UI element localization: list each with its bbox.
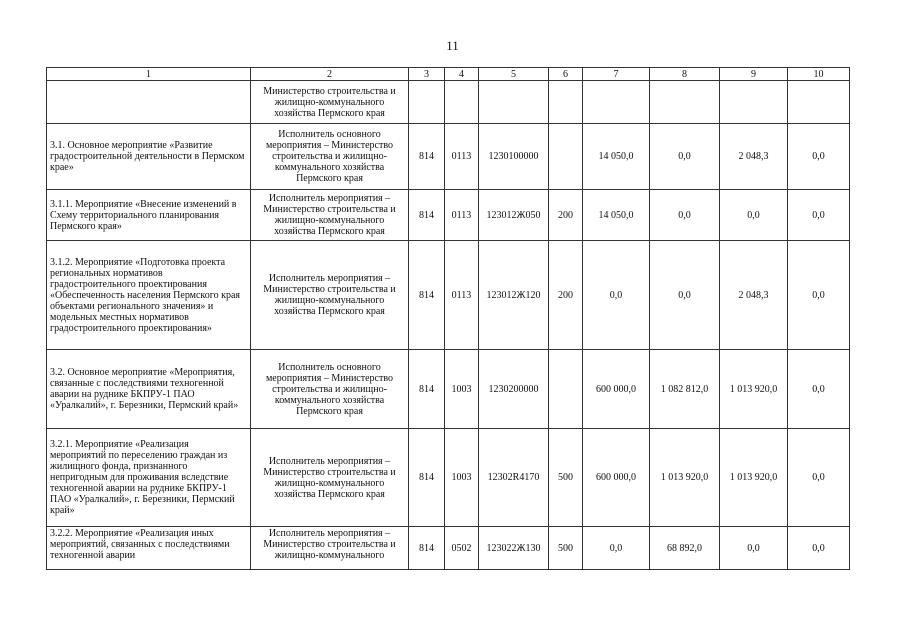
amount-cell: 1 082 812,0: [650, 350, 720, 429]
amount-cell: 600 000,0: [583, 429, 650, 527]
gr-code-cell: 814: [409, 527, 445, 570]
gr-code-cell: 814: [409, 124, 445, 190]
amount-cell: 14 050,0: [583, 190, 650, 241]
expense-type-cell: 200: [549, 241, 583, 350]
executor-cell: Исполнитель мероприятия – Министерство строительства и жилищно-коммунального хозяйства Пермского края: [251, 429, 409, 527]
executor-cell: Министерство строительства и жилищно-коммунального хозяйства Пермского края: [251, 81, 409, 124]
expense-type-cell: 500: [549, 527, 583, 570]
amount-cell: 0,0: [788, 350, 850, 429]
gr-code-cell: 814: [409, 241, 445, 350]
activity-name-cell: 3.1.1. Мероприятие «Внесение изменений в Схему территориального планирования Пермского края»: [47, 190, 251, 241]
table-row: [47, 190, 850, 241]
amount-cell: [583, 81, 650, 124]
activity-name-cell: 3.2.1. Мероприятие «Реализация мероприятий по переселению граждан из жилищного фонда, признанного непригодным для проживания вследствие техногенной аварии на руднике БКПРУ-1 ПАО «Уралкалий», г. Березники, Пермский край»: [47, 429, 251, 527]
section-code-cell: 0502: [445, 527, 479, 570]
amount-cell: 0,0: [788, 241, 850, 350]
table-row: [47, 527, 850, 570]
section-code-cell: 0113: [445, 190, 479, 241]
amount-cell: 2 048,3: [720, 241, 788, 350]
amount-cell: 0,0: [720, 527, 788, 570]
table-row: [47, 429, 850, 527]
table-row: [47, 124, 850, 190]
column-header: 4: [445, 68, 479, 81]
amount-cell: 1 013 920,0: [720, 429, 788, 527]
expense-type-cell: [549, 124, 583, 190]
activity-name-cell: 3.1. Основное мероприятие «Развитие градостроительной деятельности в Пермском крае»: [47, 124, 251, 190]
amount-cell: 0,0: [650, 190, 720, 241]
executor-cell: Исполнитель основного мероприятия – Министерство строительства и жилищно-коммунального хозяйства Пермского края: [251, 124, 409, 190]
section-code-cell: 0113: [445, 241, 479, 350]
expense-type-cell: [549, 350, 583, 429]
amount-cell: [788, 81, 850, 124]
executor-cell: Исполнитель мероприятия – Министерство строительства и жилищно-коммунального хозяйства Пермского края: [251, 190, 409, 241]
budget-table: [46, 67, 850, 570]
column-header: 7: [583, 68, 650, 81]
amount-cell: 0,0: [788, 124, 850, 190]
expense-type-cell: 500: [549, 429, 583, 527]
executor-cell: Исполнитель основного мероприятия – Министерство строительства и жилищно-коммунального хозяйства Пермского края: [251, 350, 409, 429]
amount-cell: 1 013 920,0: [720, 350, 788, 429]
executor-cell: Исполнитель мероприятия – Министерство строительства и жилищно-коммунального: [251, 527, 409, 570]
amount-cell: 0,0: [788, 429, 850, 527]
section-code-cell: 0113: [445, 124, 479, 190]
gr-code-cell: [409, 81, 445, 124]
gr-code-cell: 814: [409, 350, 445, 429]
amount-cell: 0,0: [788, 190, 850, 241]
activity-name-cell: [47, 81, 251, 124]
amount-cell: 14 050,0: [583, 124, 650, 190]
amount-cell: [650, 81, 720, 124]
amount-cell: 0,0: [650, 241, 720, 350]
amount-cell: 600 000,0: [583, 350, 650, 429]
expense-type-cell: 200: [549, 190, 583, 241]
executor-cell: Исполнитель мероприятия – Министерство строительства и жилищно-коммунального хозяйства Пермского края: [251, 241, 409, 350]
amount-cell: 0,0: [650, 124, 720, 190]
amount-cell: [720, 81, 788, 124]
gr-code-cell: 814: [409, 190, 445, 241]
column-header: 9: [720, 68, 788, 81]
section-code-cell: 1003: [445, 429, 479, 527]
column-header: 8: [650, 68, 720, 81]
target-article-cell: [479, 81, 549, 124]
column-header: 1: [47, 68, 251, 81]
gr-code-cell: 814: [409, 429, 445, 527]
column-header: 10: [788, 68, 850, 81]
target-article-cell: 123012Ж050: [479, 190, 549, 241]
amount-cell: 0,0: [788, 527, 850, 570]
section-code-cell: 1003: [445, 350, 479, 429]
target-article-cell: 123022Ж130: [479, 527, 549, 570]
page-number: 11: [446, 38, 459, 53]
amount-cell: 0,0: [720, 190, 788, 241]
amount-cell: 0,0: [583, 241, 650, 350]
table-row: [47, 241, 850, 350]
target-article-cell: 1230100000: [479, 124, 549, 190]
column-header: 5: [479, 68, 549, 81]
section-code-cell: [445, 81, 479, 124]
expense-type-cell: [549, 81, 583, 124]
target-article-cell: 123012Ж120: [479, 241, 549, 350]
column-header: 2: [251, 68, 409, 81]
amount-cell: 1 013 920,0: [650, 429, 720, 527]
target-article-cell: 1230200000: [479, 350, 549, 429]
table-row: [47, 350, 850, 429]
column-header: 3: [409, 68, 445, 81]
amount-cell: 0,0: [583, 527, 650, 570]
amount-cell: 68 892,0: [650, 527, 720, 570]
target-article-cell: 12302R4170: [479, 429, 549, 527]
column-header: 6: [549, 68, 583, 81]
amount-cell: 2 048,3: [720, 124, 788, 190]
activity-name-cell: 3.2.2. Мероприятие «Реализация иных мероприятий, связанных с последствиями техногенной аварии: [47, 527, 251, 570]
table-row: [47, 81, 850, 124]
header-row: [47, 68, 850, 81]
activity-name-cell: 3.2. Основное мероприятие «Мероприятия, связанные с последствиями техногенной аварии на руднике БКПРУ-1 ПАО «Уралкалий», г. Березники, Пермский край»: [47, 350, 251, 429]
activity-name-cell: 3.1.2. Мероприятие «Подготовка проекта региональных нормативов градостроительного проектирования «Обеспеченность населения Пермского края объектами регионального значения» и модельных местных нормативов градостроительного проектирования»: [47, 241, 251, 350]
